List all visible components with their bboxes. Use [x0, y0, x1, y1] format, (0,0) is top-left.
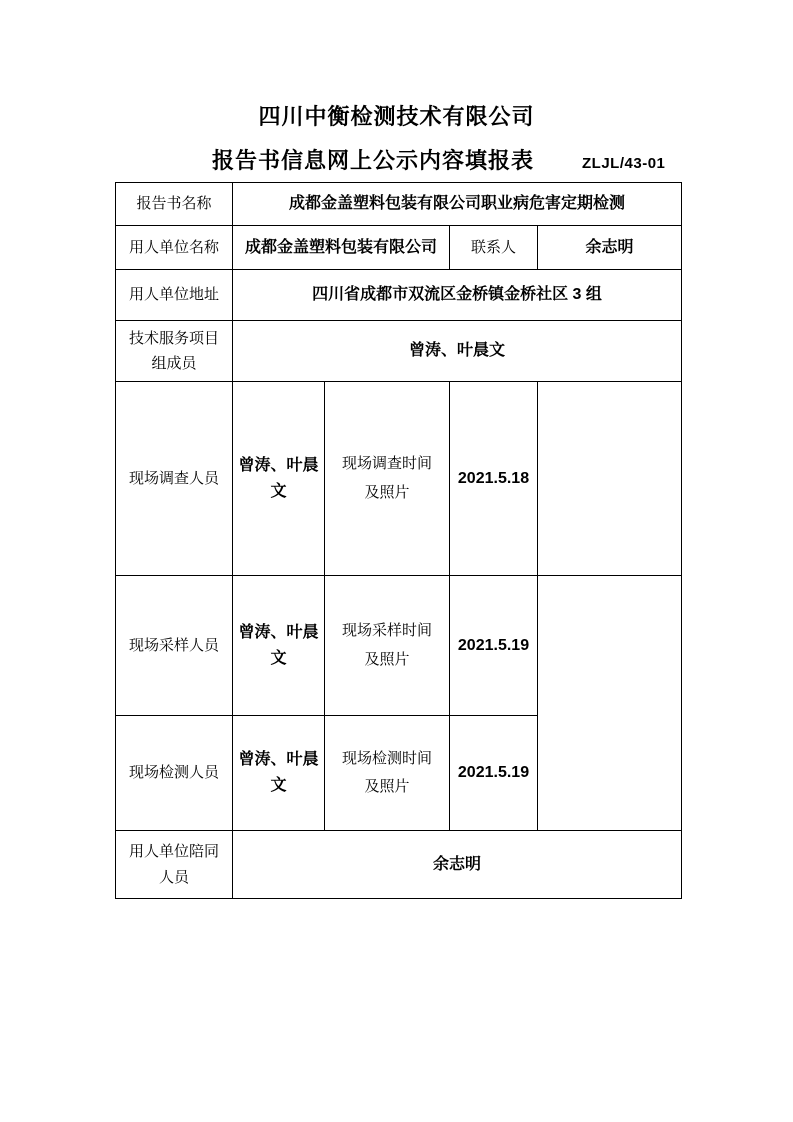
form-title-row: [212, 144, 665, 175]
form-code: ZLJL/43-01: [582, 155, 666, 172]
site-testing-label: 现场检测人员: [116, 716, 233, 831]
employer-name-label: 用人单位名称: [116, 226, 233, 270]
accompanying-label: 用人单位陪同人员: [116, 831, 233, 899]
site-testing-date: 2021.5.19: [450, 716, 538, 831]
form-title: 报告书信息网上公示内容填报表: [212, 148, 535, 173]
contact-label: 联系人: [450, 226, 538, 270]
employer-address-value: 四川省成都市双流区金桥镇金桥社区 3 组: [233, 270, 682, 321]
project-team-value: 曾涛、叶晨文: [233, 321, 682, 382]
site-sampling-personnel: 曾涛、叶晨文: [233, 576, 325, 716]
company-title: 四川中衡检测技术有限公司: [258, 104, 535, 129]
sampling-testing-photo-cell: [538, 576, 682, 831]
project-team-label: 技术服务项目组成员: [116, 321, 233, 382]
site-sampling-label: 现场采样人员: [116, 576, 233, 716]
disclosure-form-table: [115, 182, 682, 899]
employer-name-value: 成都金盖塑料包装有限公司: [233, 226, 450, 270]
report-name-label: 报告书名称: [116, 183, 233, 226]
accompanying-value: 余志明: [233, 831, 682, 899]
site-survey-photo-cell: [538, 382, 682, 576]
report-name-value: 成都金盖塑料包装有限公司职业病危害定期检测: [233, 183, 682, 226]
site-survey-label: 现场调查人员: [116, 382, 233, 576]
site-sampling-date: 2021.5.19: [450, 576, 538, 716]
site-sampling-time-label: 现场采样时间及照片: [325, 576, 450, 716]
site-survey-time-label: 现场调查时间及照片: [325, 382, 450, 576]
employer-address-label: 用人单位地址: [116, 270, 233, 321]
site-testing-time-label: 现场检测时间及照片: [325, 716, 450, 831]
contact-value: 余志明: [538, 226, 682, 270]
site-survey-personnel: 曾涛、叶晨文: [233, 382, 325, 576]
site-testing-personnel: 曾涛、叶晨文: [233, 716, 325, 831]
site-survey-date: 2021.5.18: [450, 382, 538, 576]
